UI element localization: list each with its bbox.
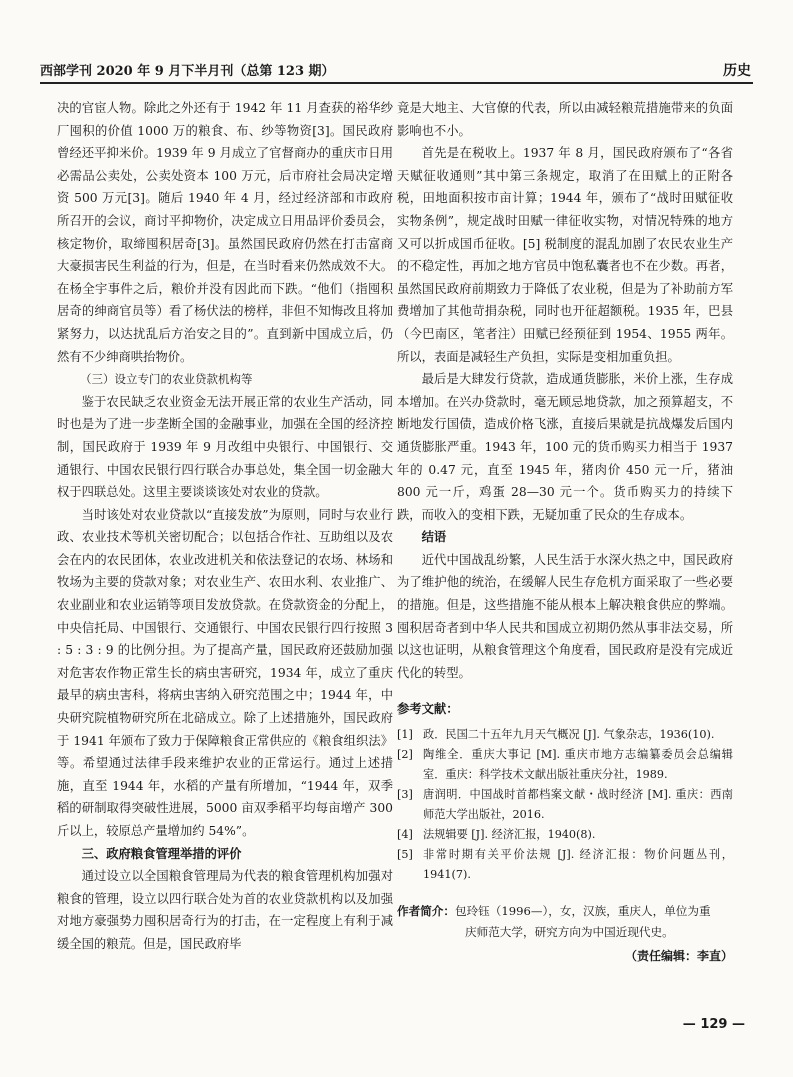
paragraph: 决的官宦人物。除此之外还有于 1942 年 11 月查获的裕华纱厂囤积的价值 1000 万的粮食、布、纱等物资[3]。国民政府曾经还平抑米价。1939 年 9 月成立了官督商办的重庆市日用必需品公卖处，公卖处资本 100 万元，后市府社会局决定增资 500 万元[3]。随后 1940 年 4 月，经过经济部和市政府所召开的会议，商讨平抑物价，决定成立日用品评价委员会，核定物价，取缔囤积居奇[3]。虽然国民政府仍然在打击富商大豪损害民生利益的行为，但是，在当时看来仍然成效不大。在杨全宇事件之后，粮价并没有因此而下跌。“他们（指囤积居奇的绅商官员等）看了杨伏法的榜样，非但不知悔改且将加紧努力，以达扰乱后方治安之目的”。直到新中国成立后，仍然有不少绅商哄抬物价。 (57, 101, 393, 364)
reference-item: [5] 非常时期有关平价法规 [J]. 经济汇报：物价问题丛刊，1941(7). (397, 848, 733, 882)
right-column (397, 97, 733, 968)
reference-item: [1] 政．民国二十五年九月天气概况 [J]. 气象杂志，1936(10). (397, 728, 715, 742)
author-bio (397, 901, 733, 943)
journal-title: 西部学刊 2020 年 9 月下半月刊（总第 123 期） (40, 64, 335, 79)
left-column (57, 97, 393, 956)
paragraph: 竟是大地主、大官僚的代表，所以由减轻粮荒措施带来的负面影响也不小。 (397, 101, 733, 138)
section-label: 历史 (723, 63, 751, 79)
page-header (40, 58, 753, 84)
paragraph: 近代中国战乱纷繁，人民生活于水深火热之中，国民政府为了维护他的统治，在缓解人民生存危机方面采取了一些必要的措施。但是，这些措施不能从根本上解决粮食供应的弊端。囤积居奇者到中华人民共和国成立初期仍然从事非法交易，所以这也证明，从粮食管理这个角度看，国民政府是没有完成近代化的转型。 (397, 552, 733, 680)
paragraph: 最后是大肆发行贷款，造成通货膨胀，米价上涨，生存成本增加。在兴办贷款时，毫无顾忌地贷款，加之预算超支，不断地发行国债，造成价格飞涨，直接后果就是抗战爆发后国内通货膨胀严重。1943 年，100 元的货币购买力相当于 1937 年的 0.47 元，直至 1945 年，猪肉价 450 元一斤，猪油 800 元一斤，鸡蛋 28—30 元一个。货币购买力的持续下跌，而收入的变相下跌，无疑加重了民众的生存成本。 (397, 372, 733, 522)
paragraph: 鉴于农民缺乏农业资金无法开展正常的农业生产活动，同时也是为了进一步垄断全国的金融事业，加强在全国的经济控制，国民政府于 1939 年 9 月改组中央银行、中国银行、交通银行、中国农民银行四行联合办事总处，集全国一切金融大权于四联总处。这里主要谈谈该处对农业的贷款。 (57, 394, 393, 500)
conclusion-heading: 结语 (421, 530, 447, 545)
paragraph: 通过设立以全国粮食管理局为代表的粮食管理机构加强对粮食的管理，设立以四行联合处为首的农业贷款机构以及加强对地方豪强势力囤积居奇行为的打击，在一定程度上有利于减缓全国的粮荒。但是，国民政府毕 (57, 869, 393, 951)
reference-item: [4] 法规辑要 [J]. 经济汇报，1940(8). (397, 828, 596, 842)
reference-item: [2] 陶维全．重庆大事记 [M]. 重庆市地方志编纂委员会总编辑室．重庆：科学技术文献出版社重庆分社，1989. (397, 748, 733, 782)
references-list (397, 725, 733, 885)
author-text-line1: 包玲钰（1996—），女，汉族，重庆人，单位为重 (454, 904, 711, 919)
author-text-line2: 庆师范大学，研究方向为中国近现代史。 (465, 925, 674, 940)
paragraph: 首先是在税收上。1937 年 8 月，国民政府颁布了“各省天赋征收通则”其中第三条规定，取消了在田赋上的正附各税，田地面积按市亩计算；1944 年，颁布了“战时田赋征收实物条例”，规定战时田赋一律征收实物，对情况特殊的地方又可以折成国币征收。[5] 税制度的混乱加剧了农民农业生产的不稳定性，再加之地方官员中饱私囊者也不在少数。再者，虽然国民政府前期致力于降低了农业税，但是为了补助前方军费增加了其他苛捐杂税，同时也开征超额税。1935 年，巴县（今巴南区，笔者注）田赋已经预征到 1954、1955 两年。所以，表面是减轻生产负担，实际是变相加重负担。 (397, 146, 733, 364)
subsection-heading: （三）设立专门的农业贷款机构等 (80, 372, 253, 387)
author-label: 作者简介： (397, 904, 455, 919)
page-number: — 129 — (682, 1017, 745, 1032)
paragraph: 当时该处对农业贷款以“直接发放”为原则，同时与农业行政、农业技术等机关密切配合；以包括合作社、互助组以及农会在内的农民团体，农业改进机关和依法登记的农场、林场和牧场为主要的贷款对象；对农业生产、农田水利、农业推广、农业副业和农业运销等项目发放贷款。在贷款资金的分配上，中央信托局、中国银行、交通银行、中国农民银行四行按照 3 : 5 : 3 : 9 的比例分担。为了提高产量，国民政府还鼓励加强对危害农作物正常生长的病虫害研究，1934 年，成立了重庆最早的病虫害科，将病虫害纳入研究范围之中；1944 年，中央研究院植物研究所在北碚成立。除了上述措施外，国民政府于 1941 年颁布了致力于保障粮食正常供应的《粮食组织法》等。希望通过法律手段来维护农业的正常运行。通过上述措施，直至 1944 年，水稻的产量有所增加，“1944 年，双季稻的研制取得突破性进展，5000 亩双季稻平均每亩增产 300 斤以上，较原总产量增加约 54%”。 (57, 507, 393, 838)
reference-item: [3] 唐润明．中国战时首都档案文献・战时经济 [M]. 重庆：西南师范大学出版社，2016. (397, 788, 733, 822)
responsible-editor: （责任编辑：李直） (624, 949, 733, 964)
header-rule (40, 82, 753, 84)
section-heading: 三、政府粮食管理举措的评价 (81, 846, 242, 861)
references-heading: 参考文献： (397, 702, 459, 717)
